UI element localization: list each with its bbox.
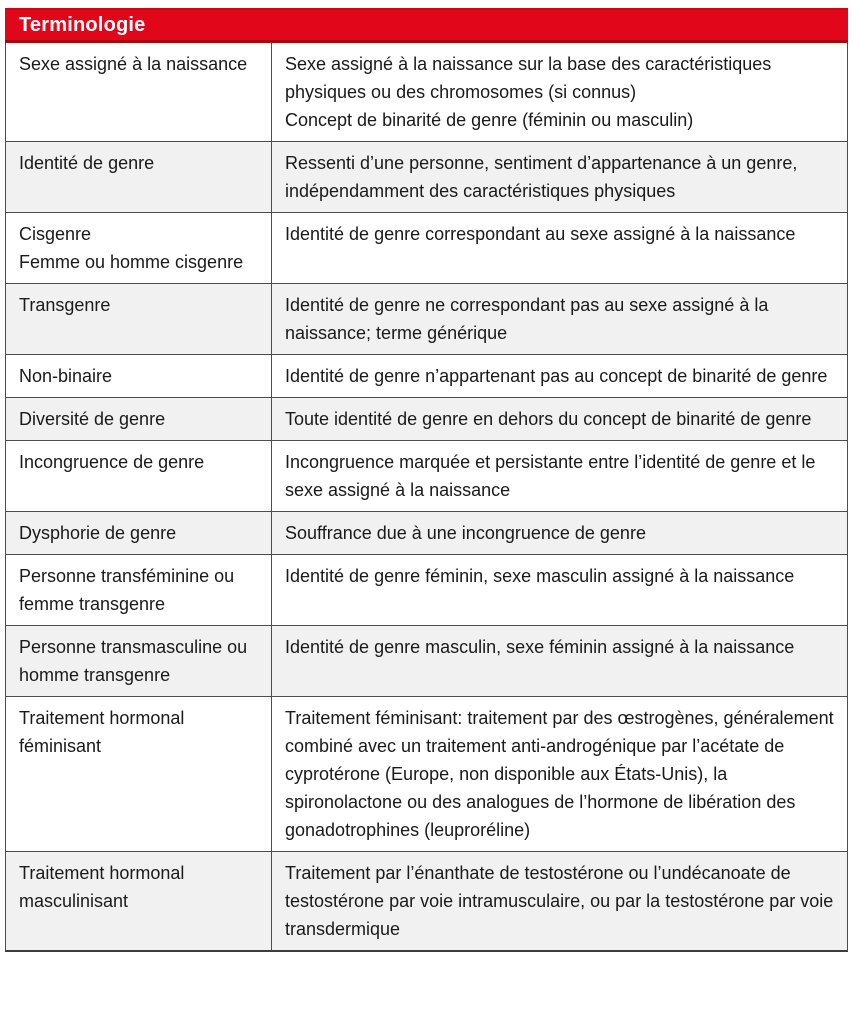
table-row	[6, 283, 847, 354]
term-cell: Diversité de genre	[6, 398, 272, 440]
table-row	[6, 354, 847, 397]
table-row	[6, 440, 847, 511]
table-row	[6, 397, 847, 440]
definition-cell: Incongruence marquée et persistante entre l’identité de genre et le sexe assigné à la naissance	[285, 452, 816, 500]
definition-cell: Identité de genre ne correspondant pas au sexe assigné à la naissance; terme générique	[285, 295, 769, 343]
table-title: Terminologie	[19, 14, 146, 36]
table-row	[6, 212, 847, 283]
terminology-table	[5, 8, 848, 952]
definition-cell: Identité de genre n’appartenant pas au concept de binarité de genre	[285, 366, 828, 386]
definition-cell: Sexe assigné à la naissance sur la base des caractéristiques physiques ou des chromosomes (si connus) Concept de binarité de genre (féminin ou masculin)	[285, 54, 772, 130]
table-row	[6, 554, 847, 625]
term-cell: Personne transféminine ou femme transgenre	[6, 555, 272, 625]
term-cell: Traitement hormonal masculinisant	[6, 852, 272, 950]
term-cell: Dysphorie de genre	[6, 512, 272, 554]
definition-cell: Traitement féminisant: traitement par des œstrogènes, généralement combiné avec un traitement anti-androgénique par l’acétate de cyprotérone (Europe, non disponible aux États-Unis), la spironolactone ou des analogues de l’hormone de libération des gonadotrophines (leuproréline)	[285, 708, 834, 840]
term-cell: Transgenre	[6, 284, 272, 354]
definition-cell: Ressenti d’une personne, sentiment d’appartenance à un genre, indépendamment des caractéristiques physiques	[285, 153, 798, 201]
definition-cell: Identité de genre correspondant au sexe assigné à la naissance	[285, 224, 796, 244]
table-row	[6, 851, 847, 950]
table-row	[6, 511, 847, 554]
term-cell: Sexe assigné à la naissance	[6, 43, 272, 141]
table-row	[6, 696, 847, 851]
term-cell: Non-binaire	[6, 355, 272, 397]
table-body	[5, 43, 848, 952]
definition-cell: Identité de genre féminin, sexe masculin assigné à la naissance	[285, 566, 795, 586]
definition-cell: Traitement par l’énanthate de testostérone ou l’undécanoate de testostérone par voie intramusculaire, ou par la testostérone par voie transdermique	[285, 863, 834, 939]
term-cell: Cisgenre Femme ou homme cisgenre	[6, 213, 272, 283]
term-cell: Identité de genre	[6, 142, 272, 212]
term-cell: Personne transmasculine ou homme transgenre	[6, 626, 272, 696]
table-row	[6, 43, 847, 141]
term-cell: Incongruence de genre	[6, 441, 272, 511]
table-header-bar	[5, 8, 848, 43]
definition-cell: Toute identité de genre en dehors du concept de binarité de genre	[285, 409, 812, 429]
table-row	[6, 141, 847, 212]
term-cell: Traitement hormonal féminisant	[6, 697, 272, 851]
definition-cell: Souffrance due à une incongruence de genre	[285, 523, 646, 543]
definition-cell: Identité de genre masculin, sexe féminin assigné à la naissance	[285, 637, 795, 657]
table-row	[6, 625, 847, 696]
